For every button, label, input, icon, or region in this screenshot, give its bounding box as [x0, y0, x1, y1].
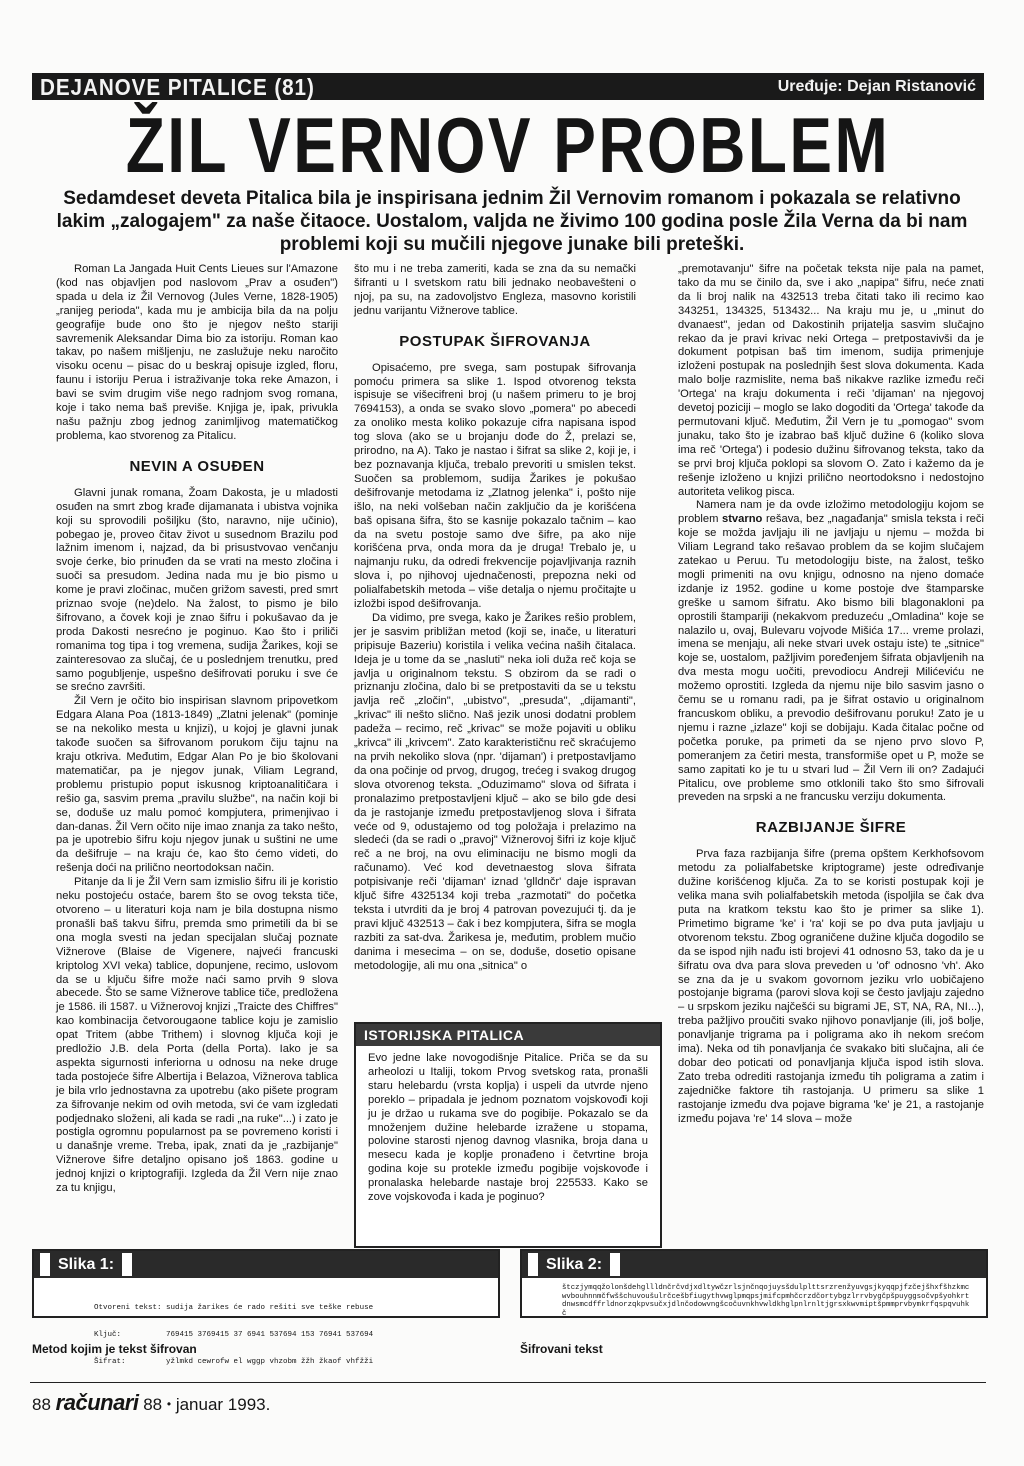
paragraph: što mu i ne treba zameriti, kada se zna da su nemački šifranti u I svetskom ratu bili jednako neobavešteni o njoj, pa su, na zadovoljstvo Engleza, masovno koristili jednu varijantu Vižnerove tablice.	[354, 263, 636, 317]
figure-header	[34, 1251, 498, 1278]
row-value: sudija žarikes će rado rešiti sve teške rebuse	[166, 1304, 374, 1312]
ciphertext-block: štczjymqqžolonšdehgllldnčrčvdjxdltywčzrlsjnčnqojuysšdulplttsrzrenžyuvgsjkyqqpjfzčejšhxfšhzkmcwvbouhnnmčfwššchuvoušulrčcešbfiugythvwglpmqpsjmifcpmhčcrzdčortybgzlrrvbygčpšpuyggsočvpšyohkrtdnwsmcdffrldnorzqkpvsučxjdlnčodowvngšcočuvnkhvwldkhglpnlrnltjgrsxkwvmiptšpmmprvbymkrfqspqvuhkč	[562, 1284, 970, 1318]
article-lead: Sedamdeset deveta Pitalica bila je inspirisana jednim Žil Vernovim romanom i pokazala se relativno lakim „zalogajem" za naše čitaoce. Uostalom, valjda ne živimo 100 godina posle Žila Verna da bi nam problemi koji su mučili njegove junake bili preteški.	[56, 188, 968, 255]
footer-divider	[30, 1382, 986, 1383]
figure-label: Slika 1:	[50, 1253, 122, 1276]
editor-credit: Uređuje: Dejan Ristanović	[777, 78, 976, 95]
row-label: Ključ:	[94, 1331, 122, 1339]
section-title: NEVIN A OSUĐEN	[129, 457, 265, 475]
paragraph: Prva faza razbijanja šifre (prema opštem Kerkhofsovom metodu za polialfabetske kriptograme) jeste određivanje dužine korišćenog ključa. Za to se koristi postupak koji je velika mana svih polialfabetskih metoda (ispoljila se čak dva puta na kratkom tekstu kao što je primer sa slike 1). Primetimo bigrame 'ke' i 'ra' koji se po dva puta javljaju u otvorenom tekstu. Zbog ograničene dužine ključa dogodilo se da se ispod njih nađu isti brojevi 41 odnosno 53, tako da je u šifratu ova dva para slova preveden u 'of' odnosno 'vh'. Ako se zna da je u svakom govornom jeziku vrlo uobičajeno postojanje bigrama (parovi slova koji se često javljaju zajedno – u srpskom jeziku najčešći su bigrami JE, ST, NA, RA, NI...), treba pažljivo proučiti svako njihovo ponavljanje (ili, još bolje, ponavljanje trigrama pa i poligrama ako ih nekom srećom ima). Neka od tih ponavljanja će svakako biti slučajna, ali će dobar deo poticati od ponavljanja ključa ispod istih slova. Zato treba odrediti rastojanja između tih poligrama a zatim i zajedničke faktore tih rastojanja. U primeru sa slike 1 rastojanje između dva pojave bigrama 'ke' je 21, a rastojanje između pojava 're' 14 slova – može	[678, 848, 984, 1125]
row-label: Otvoreni tekst:	[94, 1304, 162, 1312]
paragraph: Pitanje da li je Žil Vern sam izmislio šifru ili je koristio neku postojeću ostaće, barem što se ovog teksta tiče, otvoreno – u literaturi koja nam je bila dostupna nismo pronašli baš takvu šifru, premda smo primetili da bi se ona mogla svesti na jedan specijalan slučaj poznate Vižnerove (Blaise de Vigenere, najveći francuski kriptolog XVI veka) tablice, dopunjene, recimo, uslovom da se u ključu šifre može naći samo prvih 9 slova abecede. Što se same Vižnerove tablice tiče, predložena je 1586. ili 1587. u Vižnerovoj knjizi „Traicte des Chiffres" kao kombinacija četvorougaone tablice koju je zamislio opat Tritem (abbe Trithem) i slovnog ključa koji je predložio J.B. dela Porta (della Porta). Iako je sa aspekta sigurnosti inferiorna u odnosu na neke druge tada postojeće šifre Albertija i Belazoa, Vižnerova tablica je bila vrlo jednostavna za upotrebu (ako pišete program za šifrovanje nekim od ovih metoda, svi će vam izgledati podjednako složeni, ali kada se radi „na ruke"...) i zato je postigla ogromnu popularnost pa se povremeno koristi i u današnje vreme. Treba, ipak, znati da je „razbijanje" Vižnerove šifre detaljno opisano još 1863. godine u jednoj knjizi o kriptografiji. Izgleda da Žil Vern nije znao za tu knjigu,	[56, 876, 338, 1195]
paragraph: „premotavanju" šifre na početak teksta nije pala na pamet, tako da mu se činilo da, sve i ako „napipa" šifru, neće znati da li broj nalik na 432513 treba čitati tako ili recimo kao 343251, 134325, 513432... Na kraju mu je, u „minut do dvanaest", jedan od Dakostinih prijatelja sasvim slučajno rekao da je pravi krivac neki Ortega – pretpostavivši da je dokument potpisan baš tim imenom, sudija primenjuje izloženi postupak na poslednjih šest slova dokumenta. Kada malo bolje razmislite, nema baš nikakve razlike između reči 'Ortega' na kraju dokumenta i reči 'dijaman' na njegovoj devetoj poziciji – moglo se lako dogoditi da 'Ortega' takođe da permutovani ključ. Međutim, Žil Vern je tu „pomogao" svom junaku, tako što je izabrao baš ključ dužine 6 (koliko slova ima reč 'Ortega') i podesio dužinu šifrovanog teksta, tako da se prvi broj ključa poklopi sa slovom O. Zato i kažemo da je rešenje izloženo u knjizi prilično neortodoksno i nedostojno autoriteta velikog pisca.	[678, 263, 984, 498]
section-title: POSTUPAK ŠIFROVANJA	[399, 332, 591, 350]
table-row	[94, 1331, 373, 1340]
emphasis: stvarno	[721, 513, 763, 526]
series-title: DEJANOVE PITALICE (81)	[40, 74, 315, 100]
paragraph	[678, 499, 984, 805]
table-row	[94, 1304, 373, 1313]
paragraph: Opisaćemo, pre svega, sam postupak šifrovanja pomoću primera sa slike 1. Ispod otvorenog teksta ispisuje se višecifreni broj (u našem primeru to je broj 7694153), a onda se svako slovo „pomera" po abecedi za onoliko mesta koliko pokazuje cifra napisana ispod tog slova (ako se u brojanju dođe do Ž, prelazi se, prirodno, na A). Tako je nastao i šifrat sa slike 2, koji je, i bez poznavanja ključa, trebalo prevoriti u smislen tekst. Suočen sa problemom, sudija Žarikes je pokušao dešifrovanje metodama iz „Zlatnog jelenka" i, pošto nije išlo, na neki volšeban način zaključio da je korišćena baš opisana šifra, što se kasnije pokazalo tačnim – kao da na svetu postoje samo dve šifre, pa ako nije korišćena prva, onda mora da je druga! Trebalo je, u najmanju ruku, da odredi frekvencije pojavljivanja raznih slova i, po njihovoj ujednačenosti, prepozna neki od polialfabetskih metoda – više detalja o njemu pročitajte u izložbi ispod dešifrovanja.	[354, 361, 636, 611]
section-title: RAZBIJANJE ŠIFRE	[755, 819, 907, 837]
column-3	[678, 263, 984, 1126]
paragraph-text: Namera nam je da ovde izložimo metodologiju kojom se problem	[678, 499, 984, 526]
page-number: 88	[32, 1395, 51, 1414]
paragraph: Da vidimo, pre svega, kako je Žarikes rešio problem, jer je sasvim približan metod (koji se, inače, u literaturi pripisuje Bazeriu) koristila i velika većina naših čitalaca. Ideja je u tome da se „nasluti" neka ioli duža reč koja se javlja u originalnom tekstu. S obzirom da se radi o priznanju zločina, dalo bi se pretpostaviti da se u tekstu javlja reč „zločin", „ubistvo", „presuda", „dijamanti", „krivac" ili nešto slično. Naš jezik unosi dodatni problem padeža – recimo, reč „krivac" se može pojaviti u obliku „krivca" ili „krivcem". Zato karakterističnu reč skraćujemo na prvih nekoliko slova (npr. 'dijaman') i pretpostavljamo da ona počinje od prvog, drugog, trećeg i svakog drugog slova otvorenog teksta. „Oduzimamo" slova od šifrata i pronalazimo pretpostavljeni ključ – ako se bilo gde desi da je rastojanje između pretpostavljenog slova i šifrata veće od 9, odustajemo od tog položaja i prelazimo na sledeći (da se radi o „pravoj" Vižnerovoj šifri iz koje ključ reč a ne broj, na ovu eliminaciju ne bismo mogli da računamo). Već kod devetnaestog slova šifrata potpisivanje reči 'dijaman' iznad 'glldnčr' daje ispravan ključ šifre 4325134 koji treba „razmotati" do početka teksta i utvrditi da je broj 4 patrovan povezujući tj. da je pravi ključ 432513 – čak i bez kompjutera, šifra se mogla razbiti za sat-dva. Žarikesa je, međutim, problem mučio danima i mesecima – on se, doduše, dosetio opisane metodologije, ali mu ona „sitnica" o	[354, 611, 636, 972]
column-2	[354, 263, 636, 974]
box-text: Evo jedne lake novogodišnje Pitalice. Priča se da su arheolozi u Italiji, tokom Prvog svetskog rata, pronašli staru helebardu (vrsta koplja) i uspeli da utvrde njeno poreklo – pripadala je jednom poznatom vojskovođi koji ju je držao u rukama sve do pogibije. Pokazalo se da množenjem dužine helebarde izražene u stopama, polovine starosti njenog davnog vlasnika, broja dana u mesecu kada je koplje pronađeno i četvrtine broja godina koje su protekle između pogibije vojskovođe i pronalaska helebarde nastaje broj 225533. Kako se zove vojskovođa i kada je poginuo?	[368, 1052, 648, 1204]
figure-header	[522, 1251, 986, 1278]
column-1	[56, 263, 338, 1196]
figure-2-panel	[520, 1249, 988, 1318]
row-label: Šifrat:	[94, 1358, 126, 1366]
figure-label: Slika 2:	[538, 1253, 610, 1276]
paragraph: Žil Vern je očito bio inspirisan slavnom pripovetkom Edgara Alana Poa (1813-1849) „Zlatni jelenak" (pominje se na nekoliko mesta u knjizi), u kojoj je glavni junak takođe suočen sa šifrovanom porukom čiju tajnu na kraju otkriva. Međutim, Edgar Alan Po je bio školovani matematičar, pa je njegov junak, Viliam Legrand, problemu pristupio poput iskusnog kriptoanalitičara i rešio ga, sasvim prema „pravilu službe", na način koji bi se, doduše uz malu pomoć kompjutera, primenjivao i dan-danas. Žil Vern očito nije imao znanja za tako nešto, pa je upotrebio šifru koju njegov junak u suštini ne ume da dešifruje – na kraju će, kao što ćemo videti, do rešenja doći na prilično neortodoksan način.	[56, 695, 338, 875]
article-headline: ŽIL VERNOV PROBLEM	[125, 101, 891, 189]
issue-date: januar 1993.	[175, 1395, 271, 1414]
figure-tab	[528, 1253, 620, 1276]
figure-1-caption: Metod kojim je tekst šifrovan	[32, 1342, 197, 1356]
figure-2-caption: Šifrovani tekst	[520, 1342, 603, 1356]
box-title: ISTORIJSKA PITALICA	[356, 1024, 660, 1046]
paragraph-text: rešava, bez „nagađanja" smisla teksta i reči koje se možda javljaju ili ne javljaju u njemu – možda bi Viliam Legrand tako rešavao problem da se kojim slučajem zatekao u Peruu. Tu metodologiju biste, na žalost, teško mogli primeniti na ovu knjigu, odnosno na njeno domaće izdanje iz 1952. godine u kome postoje dve štamparske greške u samom šifratu. Ako bismo bili blagonakloni pa oprostili štampariji (nekakvom preduzeću „Omladina" koje se nalazilo u, ovaj, Bulevaru vojvode Mišića 17... vreme prolazi, imena se menjaju, ali neke stvari uvek ostaju iste) te „sitnice" koje se, uostalom, pažljivim poređenjem šifrata objavljenih na dva mesta mogu uočiti, prevodiocu Andreji Milićeviću ne možemo oprostiti. Izgleda da njemu nije bilo sasvim jasno o čemu se u romanu radi, pa je šifrat ostavio u originalnom francuskom obliku, a prevodio dešifrovanu poruku! Zato je u njemu i razne „izlaze" koji se dobijaju. Kada čitalac počne od početka poruke, pa primeti da se njeno prvo slovo P, pomeranjem za četiri mesta, transformiše opet u P, može se samo zapitati ko je tu u stvari lud – Žil Vern ili on? Zadajući Pitalicu, ove probleme smo otklonili tako što smo šifrovali preveden na srpski a ne francusku verziju dokumenta.	[678, 513, 984, 804]
sidebar-box	[354, 1022, 662, 1248]
paragraph: Glavni junak romana, Žoam Dakosta, je u mladosti osuđen na smrt zbog krađe dijamanata i ubistva vojnika koji su sprovodili pošiljku (što, naravno, nije učinio), pobegao je, proveo čitav život u susednom Brazilu pod lažnim imenom i, najzad, da bi prisustvovao venčanju svoje ćerke, bio prinuđen da se vrati na mesto zločina i suoči sa presudom. Jedina nada mu je bio pismo u kome je pravi zločinac, mučen grižom savesti, pred smrt priznao svoje (ne)delo. Na žalost, to pismo je bilo šifrovano, a čovek koji je znao šifru i pokušavao da je proda Dakosti nesrećno je poginuo. Kao što i priliči romanima tog tipa i tog vremena, sudija Žarikes, koji se zainteresovao za slučaj, će u poslednjem trenutku, pred samo pogubljenje, uspešno dešifrovati poruku i sve će se srećno završiti.	[56, 486, 338, 694]
row-value: yžlmkd cewrofw el wggp vhzobm žžh žkaof vhfžži	[166, 1358, 374, 1366]
paragraph: Roman La Jangada Huit Cents Lieues sur l'Amazone (kod nas objavljen pod naslovom „Prav a osuđen") spada u dela iz Žil Vernovog (Jules Verne, 1828-1905) „ranijeg perioda", kada mu je ambicija bila da na polju geografije bude ono što je njegov nešto stariji savremenik Aleksandar Dima bio za istoriju. Roman kao takav, po našem mišljenju, ne zaslužuje neku naročito visoku ocenu – pisac do u beskraj opisuje izgled, floru, faunu i istoriju Perua i istraživanje toka reke Amazon, i bavi se svim drugim više nego radnjom svog romana, koje i tako nema baš previše. Knjiga je, ipak, privukla našu pažnju zbog jednog zanimljivog matematičkog problema, kao stvorenog za Pitalicu.	[56, 263, 338, 442]
table-row	[94, 1358, 373, 1367]
series-header-bar	[32, 73, 984, 100]
issue-number: 88	[143, 1395, 163, 1414]
bullet-separator: •	[166, 1397, 172, 1411]
magazine-logo: računari	[55, 1390, 139, 1415]
page-footer	[32, 1390, 270, 1416]
cipher-table	[94, 1286, 373, 1385]
row-value: 769415 3769415 37 6941 537694 153 76941 537694	[166, 1331, 374, 1339]
figure-tab	[40, 1253, 132, 1276]
